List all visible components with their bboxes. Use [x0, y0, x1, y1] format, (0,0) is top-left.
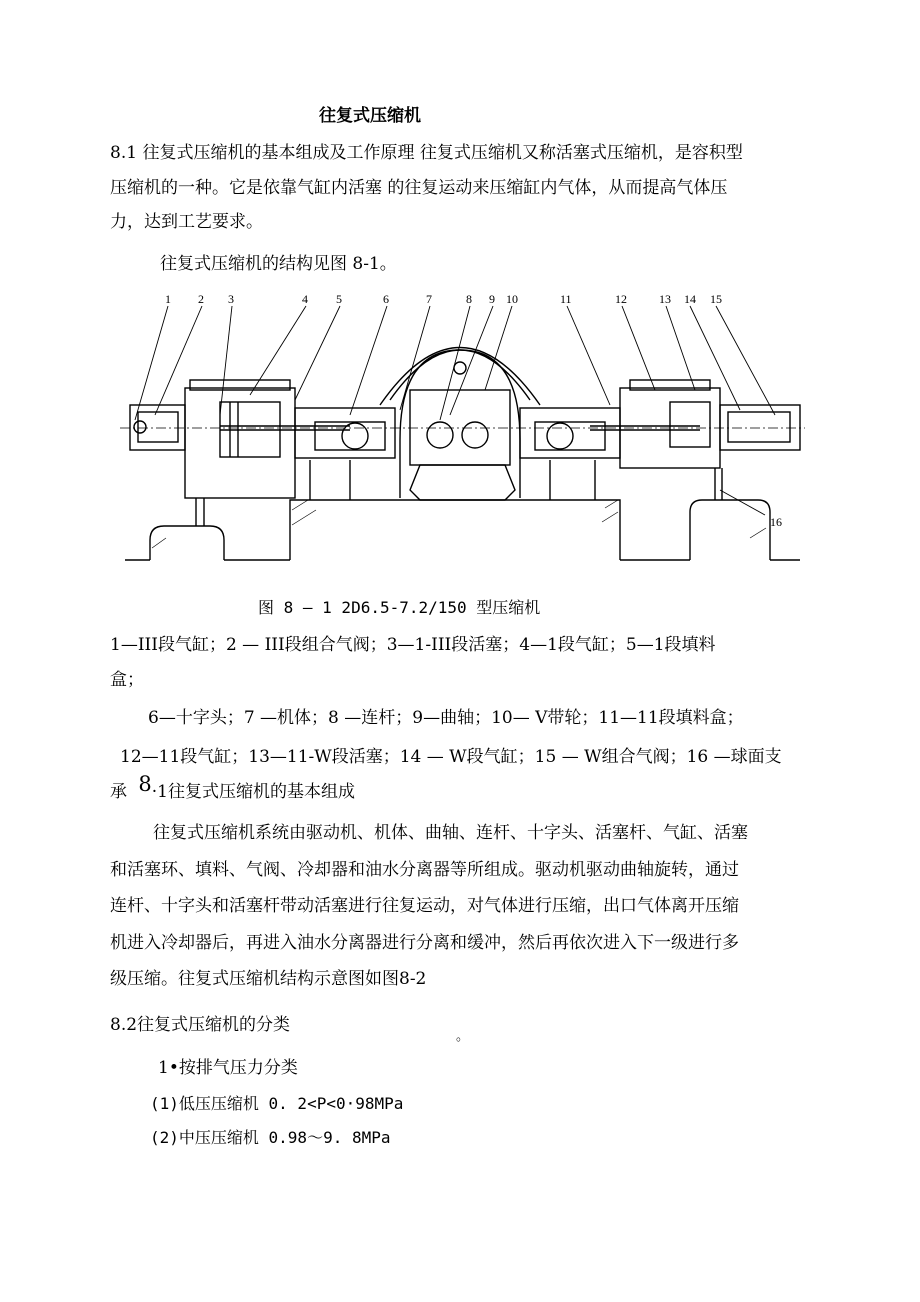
list-item: (2)中压压缩机 0.98～9. 8MPa — [150, 1128, 391, 1147]
legend-tail: 承 — [110, 782, 127, 802]
figure-caption: 图 8 — 1 2D6.5-7.2/150 型压缩机 — [258, 598, 541, 617]
callout-1: 1 — [165, 292, 171, 306]
callout-12: 12 — [615, 292, 627, 306]
body-paragraph-line: 和活塞环、填料、气阀、冷却器和油水分离器等所组成。驱动机驱动曲轴旋转，通过 — [110, 860, 739, 880]
callout-8: 8 — [466, 292, 472, 306]
body-paragraph-line: 连杆、十字头和活塞杆带动活塞进行往复运动，对气体进行压缩，出口气体离开压缩 — [110, 896, 739, 916]
callout-10: 10 — [506, 292, 518, 306]
callout-14: 14 — [684, 292, 696, 306]
callout-3: 3 — [228, 292, 234, 306]
callout-6: 6 — [383, 292, 389, 306]
body-paragraph-line: 级压缩。往复式压缩机结构示意图如图8-2 — [110, 969, 427, 989]
callout-2: 2 — [198, 292, 204, 306]
intro-paragraph-line: 压缩机的一种。它是依靠气缸内活塞 的往复运动来压缩缸内气体，从而提高气体压 — [110, 178, 728, 198]
body-paragraph-line: 往复式压缩机系统由驱动机、机体、曲轴、连杆、十字头、活塞杆、气缸、活塞 — [153, 823, 748, 843]
intro-paragraph-line: 8.1 往复式压缩机的基本组成及工作原理 往复式压缩机又称活塞式压缩机，是容积型 — [110, 143, 743, 163]
legend-line: 12—11段气缸；13—11-W段活塞；14 — W段气缸；15 — W组合气阀；16 —球面支 — [120, 747, 782, 767]
callout-9: 9 — [489, 292, 495, 306]
callout-11: 11 — [560, 292, 572, 306]
legend-line-with-subheading — [110, 772, 356, 802]
subsection-heading: ·1往复式压缩机的基本组成 — [151, 782, 356, 802]
legend-line: 盒； — [110, 670, 144, 690]
stray-mark: 。 — [456, 1029, 470, 1044]
document-title: 往复式压缩机 — [319, 106, 421, 126]
legend-line: 6—十字头；7 —机体；8 —连杆；9—曲轴；10— V带轮；11—11段填料盒； — [148, 708, 744, 728]
compressor-cross-section-figure — [110, 290, 810, 580]
callout-13: 13 — [659, 292, 671, 306]
intro-paragraph-line: 力，达到工艺要求。 — [110, 212, 263, 232]
body-paragraph-line: 机进入冷却器后，再进入油水分离器进行分离和缓冲，然后再依次进入下一级进行多 — [110, 933, 739, 953]
callout-4: 4 — [302, 292, 308, 306]
list-item: (1)低压压缩机 0. 2<P<0·98MPa — [150, 1094, 404, 1113]
legend-line: 1—III段气缸；2 — III段组合气阀；3—1-III段活塞；4—1段气缸；5—1段填料 — [110, 635, 716, 655]
callout-5: 5 — [336, 292, 342, 306]
callout-7: 7 — [426, 292, 432, 306]
callout-16: 16 — [770, 515, 782, 529]
figure-reference: 往复式压缩机的结构见图 8-1。 — [160, 254, 397, 274]
callout-15: 15 — [710, 292, 722, 306]
list-heading: 1•按排气压力分类 — [158, 1058, 298, 1078]
subsection-number: 8 — [138, 772, 152, 796]
section-heading: 8.2往复式压缩机的分类 — [110, 1015, 291, 1035]
